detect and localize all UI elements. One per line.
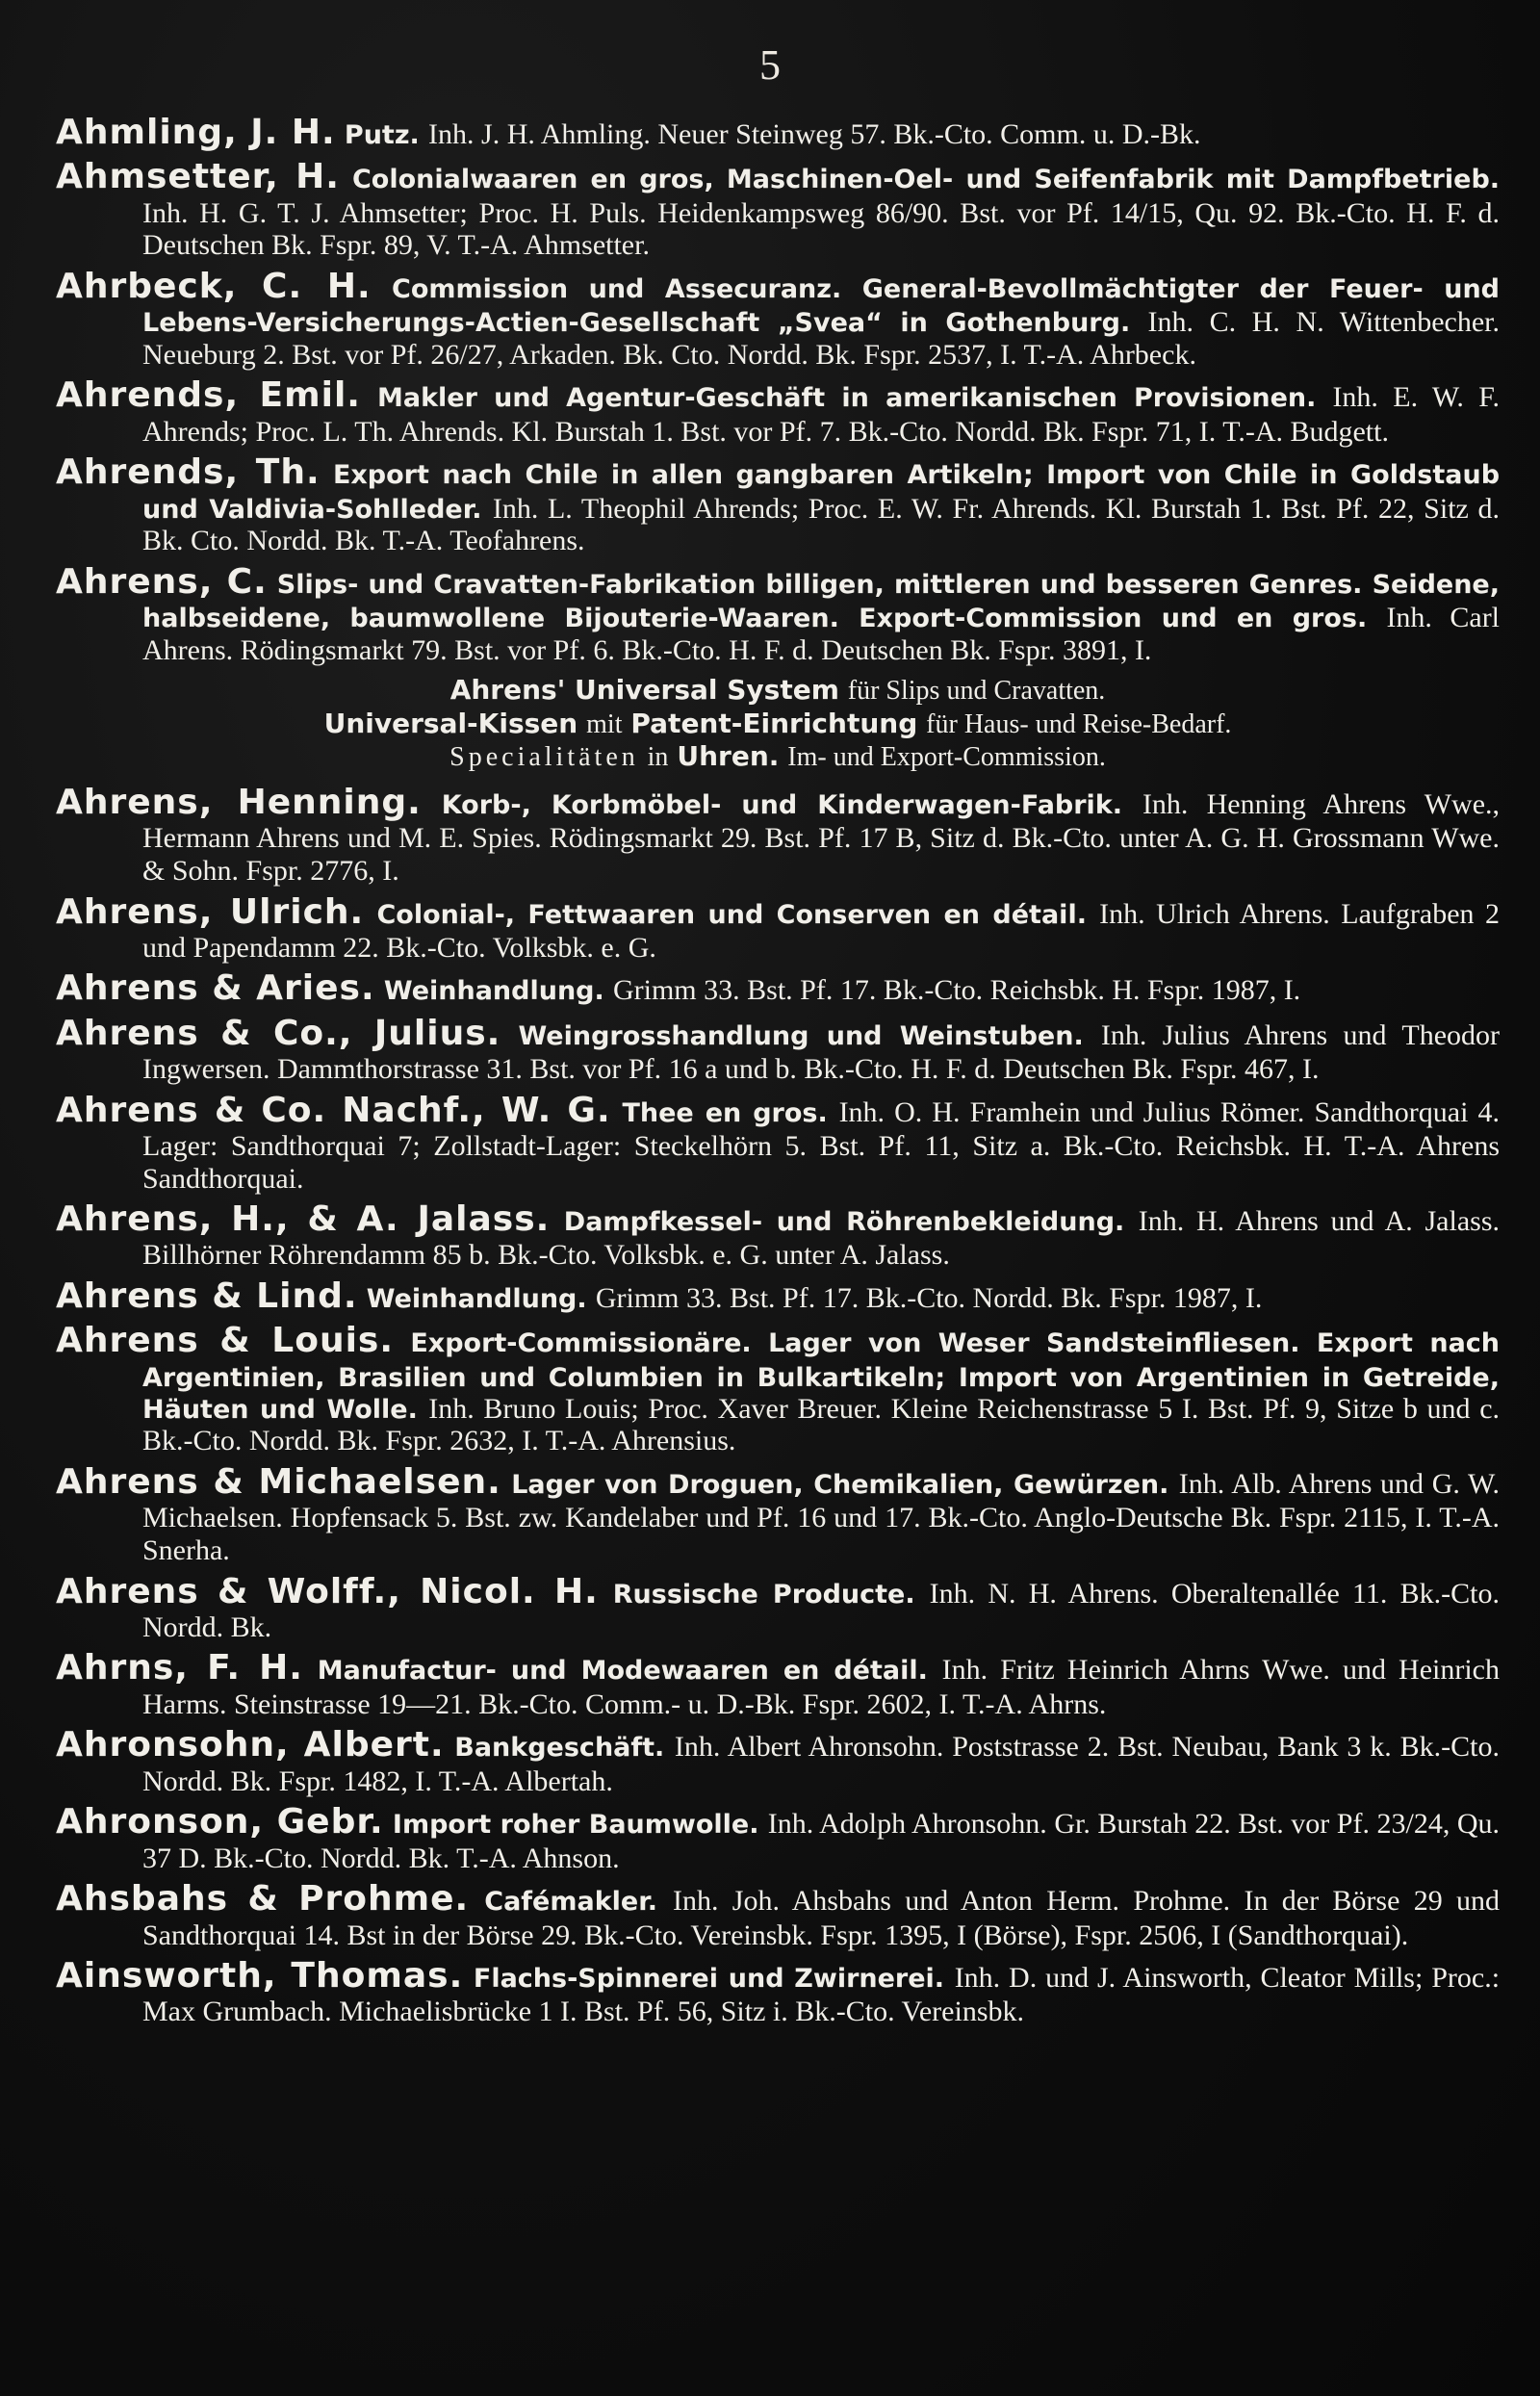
directory-entry xyxy=(56,969,1500,1008)
entry-details: Inh. C. H. N. Wittenbecher. Neueburg 2. Bst. vor Pf. 26/27, Arkaden. Bk. Cto. Nordd. Bk. Fspr. 2537, I. T.-A. Ahrbeck. xyxy=(142,306,1500,371)
entry-business: Manufactur- und Modewaaren en détail. xyxy=(317,1656,928,1687)
entry-name: Ahmsetter, H. xyxy=(56,157,340,197)
entry-business: Colonial-, Fettwaaren und Conserven en détail. xyxy=(376,899,1087,930)
entry-name: Ahrens & Michaelsen. xyxy=(56,1462,501,1503)
directory-entry xyxy=(56,1803,1500,1874)
entry-name: Ahrens & Wolff., Nicol. H. xyxy=(56,1571,599,1611)
entry-details: Inh. L. Theophil Ahrends; Proc. E. W. Fr. Ahrends. Kl. Burstah 1. Bst. Pf. 22, Sitz d. Bk. Cto. Nordd. Bk. T.-A. Teofahrens. xyxy=(142,492,1500,557)
advert-watches: Uhren. xyxy=(677,740,780,773)
entry-name: Ahrens & Lind. xyxy=(56,1276,358,1317)
entry-business: Weingrosshandlung und Weinstuben. xyxy=(518,1020,1084,1051)
directory-entry xyxy=(56,1200,1500,1272)
advert-connector: mit xyxy=(586,708,623,739)
entry-details: Inh. H. G. T. J. Ahmsetter; Proc. H. Puls. Heidenkampsweg 86/90. Bst. vor Pf. 14/15, Qu. 92. Bk.-Cto. H. F. d. Deutschen Bk. Fspr. 89, V. T.-A. Ahmsetter. xyxy=(142,196,1500,262)
entry-business: Import roher Baumwolle. xyxy=(392,1810,759,1841)
directory-entry xyxy=(56,1092,1500,1196)
entry-details: Inh. Henning Ahrens Wwe., Hermann Ahrens und M. E. Spies. Rödingsmarkt 29. Bst. Pf. 17 B, Sitz d. Bk.-Cto. unter A. G. H. Grossmann Wwe. & Sohn. Fspr. 2776, I. xyxy=(142,788,1501,887)
directory-entry xyxy=(56,563,1500,667)
advert-system-name: Ahrens' Universal System xyxy=(449,674,839,707)
entry-details: Grimm 33. Bst. Pf. 17. Bk.-Cto. Nordd. Bk. Fspr. 1987, I. xyxy=(595,1282,1263,1315)
entry-name: Ahronson, Gebr. xyxy=(56,1802,384,1842)
advert-product: Universal-Kissen xyxy=(323,707,578,739)
entry-details: Inh. E. W. F. Ahrends; Proc. L. Th. Ahrends. Kl. Burstah 1. Bst. vor Pf. 7. Bk.-Cto. Nordd. Bk. Fspr. 71, I. T.-A. Budgett. xyxy=(142,381,1500,448)
directory-entry xyxy=(56,1463,1500,1567)
entry-details: Inh. O. H. Framhein und Julius Römer. Sandthorquai 4. Lager: Sandthorquai 7; Zollstadt-Lager: Steckelhörn 5. Bst. Pf. 11, Sitz a. Bk.-Cto. Reichsbk. H. T.-A. Ahrens Sandthorquai. xyxy=(142,1095,1501,1195)
advert-commission: Im- und Export-Commission. xyxy=(787,742,1106,773)
entry-name: Ahrens & Louis. xyxy=(56,1321,395,1361)
entry-name: Ahrends, Emil. xyxy=(56,375,361,416)
directory-entry xyxy=(56,376,1500,448)
entry-details: Inh. J. H. Ahmling. Neuer Steinweg 57. Bk.-Cto. Comm. u. D.-Bk. xyxy=(428,118,1201,150)
entry-name: Ahrens, Ulrich. xyxy=(56,891,365,932)
entry-details: Grimm 33. Bst. Pf. 17. Bk.-Cto. Reichsbk. H. Fspr. 1987, I. xyxy=(612,974,1301,1007)
directory-entries xyxy=(56,114,1500,2034)
entry-details: Inh. Joh. Ahsbahs und Anton Herm. Prohme. In der Börse 29 und Sandthorquai 14. Bst in der Börse 29. Bk.-Cto. Vereinsbk. Fspr. 1395, I (Börse), Fspr. 2506, I (Sandthorquai). xyxy=(142,1885,1501,1951)
page-number: 5 xyxy=(759,41,781,89)
advert-line-1 xyxy=(56,674,1500,708)
directory-entry xyxy=(56,1322,1500,1457)
directory-entry xyxy=(56,1726,1500,1797)
advert-system-desc: für Slips und Cravatten. xyxy=(847,676,1106,707)
advert-usage: für Haus- und Reise-Bedarf. xyxy=(926,708,1232,739)
entry-business: Export-Commissionäre. Lager von Weser Sandsteinfliesen. Export nach Argentinien, Brasilien und Columbien in Bulkartikeln; Import von Argentinien in Getreide, Häuten und Wolle. xyxy=(142,1328,1501,1425)
directory-entry xyxy=(56,158,1500,262)
entry-business: Slips- und Cravatten-Fabrikation billigen, mittleren und besseren Genres. Seidene, halbseidene, baumwollene Bijouterie-Waaren. Export-Commission und en gros. xyxy=(142,569,1501,634)
entry-name: Ahrens, Henning. xyxy=(56,783,422,822)
entry-business: Korb-, Korbmöbel- und Kinderwagen-Fabrik. xyxy=(441,790,1123,820)
entry-name: Ahsbahs & Prohme. xyxy=(56,1879,470,1919)
directory-entry xyxy=(56,453,1500,557)
entry-business: Putz. xyxy=(344,120,420,150)
entry-details: Inh. Fritz Heinrich Ahrns Wwe. und Heinrich Harms. Steinstrasse 19—21. Bk.-Cto. Comm.- u. D.-Bk. Fspr. 2602, I. T.-A. Ahrns. xyxy=(142,1654,1500,1720)
entry-business: Bankgeschäft. xyxy=(454,1733,665,1764)
entry-name: Ahrns, F. H. xyxy=(56,1648,303,1688)
entry-name: Ainsworth, Thomas. xyxy=(56,1956,464,1997)
entry-business: Weinhandlung. xyxy=(383,976,604,1007)
entry-details: Inh. D. und J. Ainsworth, Cleator Mills; Proc.: Max Grumbach. Michaelisbrücke 1 I. Bst. Pf. 56, Sitz i. Bk.-Cto. Vereinsbk. xyxy=(142,1962,1501,2028)
entry-business: Weinhandlung. xyxy=(366,1284,587,1315)
advert-line-3 xyxy=(56,740,1500,774)
directory-entry xyxy=(56,1957,1500,2028)
entry-name: Ahrens & Co., Julius. xyxy=(56,1013,501,1053)
entry-name: Ahrbeck, C. H. xyxy=(56,266,372,306)
directory-entry xyxy=(56,1277,1500,1316)
entry-name: Ahrens & Co. Nachf., W. G. xyxy=(56,1090,611,1130)
entry-business: Dampfkessel- und Röhrenbekleidung. xyxy=(563,1207,1125,1238)
directory-entry xyxy=(56,268,1500,372)
advert-line-2 xyxy=(56,708,1500,741)
advertisement-block xyxy=(56,674,1500,774)
entry-details: Inh. Albert Ahronsohn. Poststrasse 2. Bst. Neubau, Bank 3 k. Bk.-Cto. Nordd. Bk. Fspr. 1482, I. T.-A. Albertah. xyxy=(142,1731,1501,1797)
directory-entry xyxy=(56,1649,1500,1720)
entry-business: Lager von Droguen, Chemikalien, Gewürzen. xyxy=(511,1470,1169,1501)
advert-specialities: Specialitäten xyxy=(449,742,639,773)
entry-name: Ahronsohn, Albert. xyxy=(56,1725,445,1765)
directory-entry xyxy=(56,1573,1500,1644)
entry-details: Inh. N. H. Ahrens. Oberaltenallée 11. Bk.-Cto. Nordd. Bk. xyxy=(142,1577,1501,1643)
entry-details: Inh. Bruno Louis; Proc. Xaver Breuer. Kleine Reichenstrasse 5 I. Bst. Pf. 9, Sitze b und c. Bk.-Cto. Nordd. Bk. Fspr. 2632, I. T.-A. Ahrensius. xyxy=(142,1392,1501,1457)
entry-name: Ahrens, C. xyxy=(56,561,268,602)
advert-in: in xyxy=(647,742,669,773)
entry-business: Russische Producte. xyxy=(612,1579,915,1610)
directory-entry xyxy=(56,114,1500,152)
entry-business: Cafémakler. xyxy=(484,1887,657,1918)
entry-name: Ahrens, H., & A. Jalass. xyxy=(56,1199,551,1240)
entry-details: Inh. H. Ahrens und A. Jalass. Billhörner Röhrendamm 85 b. Bk.-Cto. Volksbk. e. G. unter A. Jalass. xyxy=(142,1205,1501,1272)
entry-business: Flachs-Spinnerei und Zwirnerei. xyxy=(473,1964,945,1995)
directory-entry xyxy=(56,1880,1500,1951)
entry-name: Ahrens & Aries. xyxy=(56,968,375,1009)
entry-name: Ahmling, J. H. xyxy=(56,113,336,152)
directory-entry xyxy=(56,784,1500,888)
directory-entry xyxy=(56,893,1500,965)
entry-business: Thee en gros. xyxy=(622,1097,828,1128)
entry-details: Inh. Alb. Ahrens und G. W. Michaelsen. Hopfensack 5. Bst. zw. Kandelaber und Pf. 16 und 17. Bk.-Cto. Anglo-Deutsche Bk. Fspr. 2115, I. T.-A. Snerha. xyxy=(142,1468,1501,1566)
entry-details: Inh. Ulrich Ahrens. Laufgraben 2 und Papendamm 22. Bk.-Cto. Volksbk. e. G. xyxy=(142,897,1501,964)
directory-entry xyxy=(56,1015,1500,1086)
entry-details: Inh. Carl Ahrens. Rödingsmarkt 79. Bst. vor Pf. 6. Bk.-Cto. H. F. d. Deutschen Bk. Fspr. 3891, I. xyxy=(142,602,1501,666)
entry-business: Colonialwaaren en gros, Maschinen-Oel- und Seifenfabrik mit Dampfbetrieb. xyxy=(351,165,1501,195)
entry-business: Commission und Assecuranz. General-Bevollmächtigter der Feuer- und Lebens-Versicherungs-Actien-Gesellschaft „Svea“ in Gothenburg. xyxy=(142,273,1500,339)
advert-feature: Patent-Einrichtung xyxy=(630,707,918,739)
entry-business: Makler und Agentur-Geschäft in amerikanischen Provisionen. xyxy=(377,383,1317,414)
entry-details: Inh. Julius Ahrens und Theodor Ingwersen. Dammthorstrasse 31. Bst. vor Pf. 16 a und b. Bk.-Cto. H. F. d. Deutschen Bk. Fspr. 467, I. xyxy=(142,1018,1501,1086)
entry-details: Inh. Adolph Ahronsohn. Gr. Burstah 22. Bst. vor Pf. 23/24, Qu. 37 D. Bk.-Cto. Nordd. Bk. T.-A. Ahnson. xyxy=(142,1808,1501,1874)
entry-business: Export nach Chile in allen gangbaren Artikeln; Import von Chile in Goldstaub und Valdivia-Sohlleder. xyxy=(142,460,1501,525)
entry-name: Ahrends, Th. xyxy=(56,452,321,493)
